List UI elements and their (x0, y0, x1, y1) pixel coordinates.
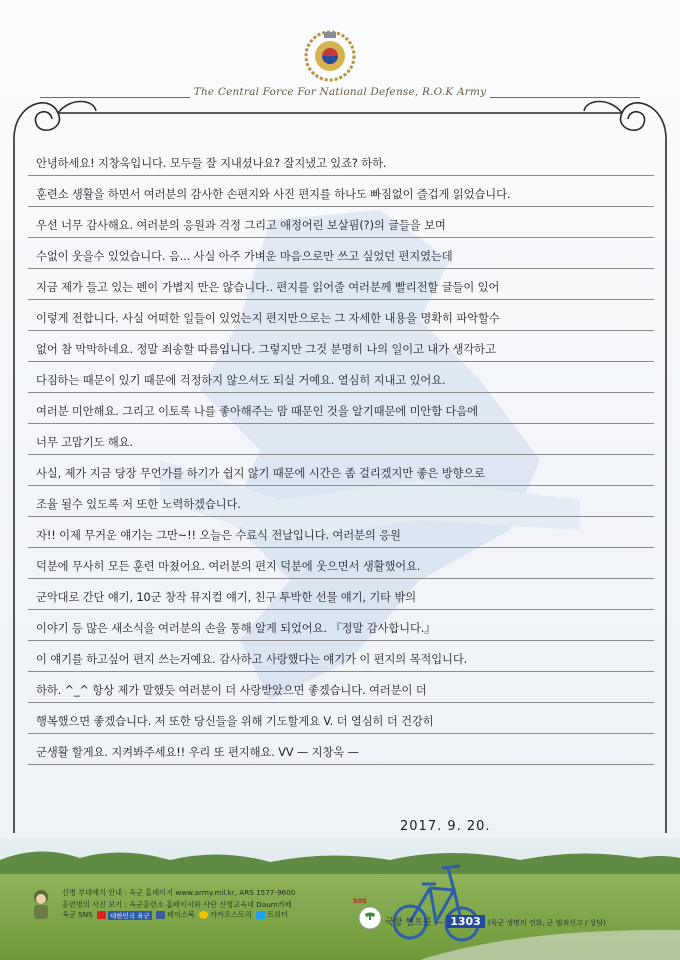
sns-facebook-link[interactable]: 페이스북 (167, 910, 195, 919)
twitter-icon (256, 911, 265, 919)
sns-twitter-link[interactable]: 트위터 (267, 910, 288, 919)
hotline-banner (385, 915, 606, 928)
letter-line: 이야기 등 많은 새소식을 여러분의 손을 통해 알게 되었어요. 『정말 감사합니다.』 (28, 610, 654, 641)
letter-line: 조율 될수 있도록 저 또한 노력하겠습니다. (28, 486, 654, 517)
hotline-label: 국방 헬프콜 — (385, 918, 444, 928)
letter-line: 여러분 미안해요. 그리고 이토록 나를 좋아해주는 맘 때문인 것을 알기때문에 미안함 다음에 (28, 393, 654, 424)
hotline-desc: (육군 생명의 전화, 군 범죄신고 / 상담) (487, 919, 606, 927)
letter-line: 훈련소 생활을 하면서 여러분의 감사한 손편지와 사진 편지를 하나도 빠짐없이 즐겁게 읽었습니다. (28, 176, 654, 207)
letter-line: 너무 고맙기도 해요. (28, 424, 654, 455)
sns-kakao-link[interactable]: 카카오스토리 (210, 910, 252, 919)
header-title: The Central Force For National Defense, R.O.K Army (193, 86, 487, 98)
footer-info (62, 887, 295, 910)
army-emblem-icon (303, 28, 357, 82)
letter-line: 하하. ^_^ 항상 제가 말했듯 여러분이 더 사랑받았으면 좋겠습니다. 여러분이 더 (28, 672, 654, 703)
sns-youtube-link[interactable]: 대한민국 육군 (109, 911, 150, 920)
letter-line: 사실, 제가 지금 당장 무언가를 하기가 쉽지 않기 때문에 시간은 좀 걸리겠지만 좋은 방향으로 (28, 455, 654, 486)
letter-line: 덕분에 무사히 모든 훈련 마쳤어요. 여러분의 편지 덕분에 웃으면서 생활했어요. (28, 548, 654, 579)
sos-label: SOS (353, 898, 367, 905)
letter-line: 수없이 웃을수 있었습니다. 음... 사실 아주 가벼운 마음으로만 쓰고 싶었던 편지였는데 (28, 238, 654, 269)
letter-line: 자!! 이제 무거운 얘기는 그만~!! 오늘은 수료식 전날입니다. 여러분의 응원 (28, 517, 654, 548)
letter-line: 군생활 할게요. 지켜봐주세요!! 우리 또 편지해요. VV — 지창욱 — (28, 734, 654, 765)
youtube-icon (97, 911, 106, 919)
letter-line: 이 얘기를 하고싶어 편지 쓰는거예요. 감사하고 사랑했다는 얘기가 이 편지의 목적입니다. (28, 641, 654, 672)
hotline-number[interactable]: 1303 (446, 915, 485, 928)
letter-line: 지금 제가 들고 있는 펜이 가볍지 만은 않습니다.. 편지를 읽어줄 여러분께 빨리전할 글들이 있어 (28, 269, 654, 300)
sns-links (62, 910, 288, 920)
footer-line-2: 훈련병의 사진 보기 : 육군훈련소 홈페이지와 사단 신병교육대 Daum카페 (62, 899, 292, 909)
letter-line: 안녕하세요! 지창욱입니다. 모두들 잘 지내셨나요? 잘지냈고 있죠? 하하. (28, 145, 654, 176)
bicycle-icon (392, 828, 482, 946)
letter-line: 행복했으면 좋겠습니다. 저 또한 당신들을 위해 기도할게요 V. 더 열심히 더 건강히 (28, 703, 654, 734)
letter-line: 없어 참 막막하네요. 정말 죄송할 따름입니다. 그렇지만 그것 분명히 나의 일이고 내가 생각하고 (28, 331, 654, 362)
help-phone-icon (358, 906, 382, 930)
letter-body (28, 145, 654, 765)
kakaostory-icon (199, 911, 208, 919)
sns-label: 육군 SNS (62, 910, 93, 919)
letter-date: 2017. 9. 20. (400, 819, 491, 834)
soldier-mascot-icon (28, 888, 54, 922)
letter-line: 군악대로 간단 얘기, 10군 창작 뮤지컬 얘기, 친구 투박한 선물 얘기, 기타 밖의 (28, 579, 654, 610)
facebook-icon (156, 911, 165, 919)
letter-line: 다짐하는 때문이 있기 때문에 걱정하지 않으셔도 되실 거예요. 열심히 지내고 있어요. (28, 362, 654, 393)
letter-line: 이렇게 전합니다. 사실 어떠한 일들이 있었는지 편지만으로는 그 자세한 내용을 명확히 파악할수 (28, 300, 654, 331)
footer-line-1: 신병 부대배치 안내 : 육군 홈페이지 www.army.mil.kr, ARS 1577-9600 (62, 888, 296, 897)
letter-line: 우선 너무 감사해요. 여러분의 응원과 걱정 그리고 애정어린 보살핌(?)의 글들을 보며 (28, 207, 654, 238)
